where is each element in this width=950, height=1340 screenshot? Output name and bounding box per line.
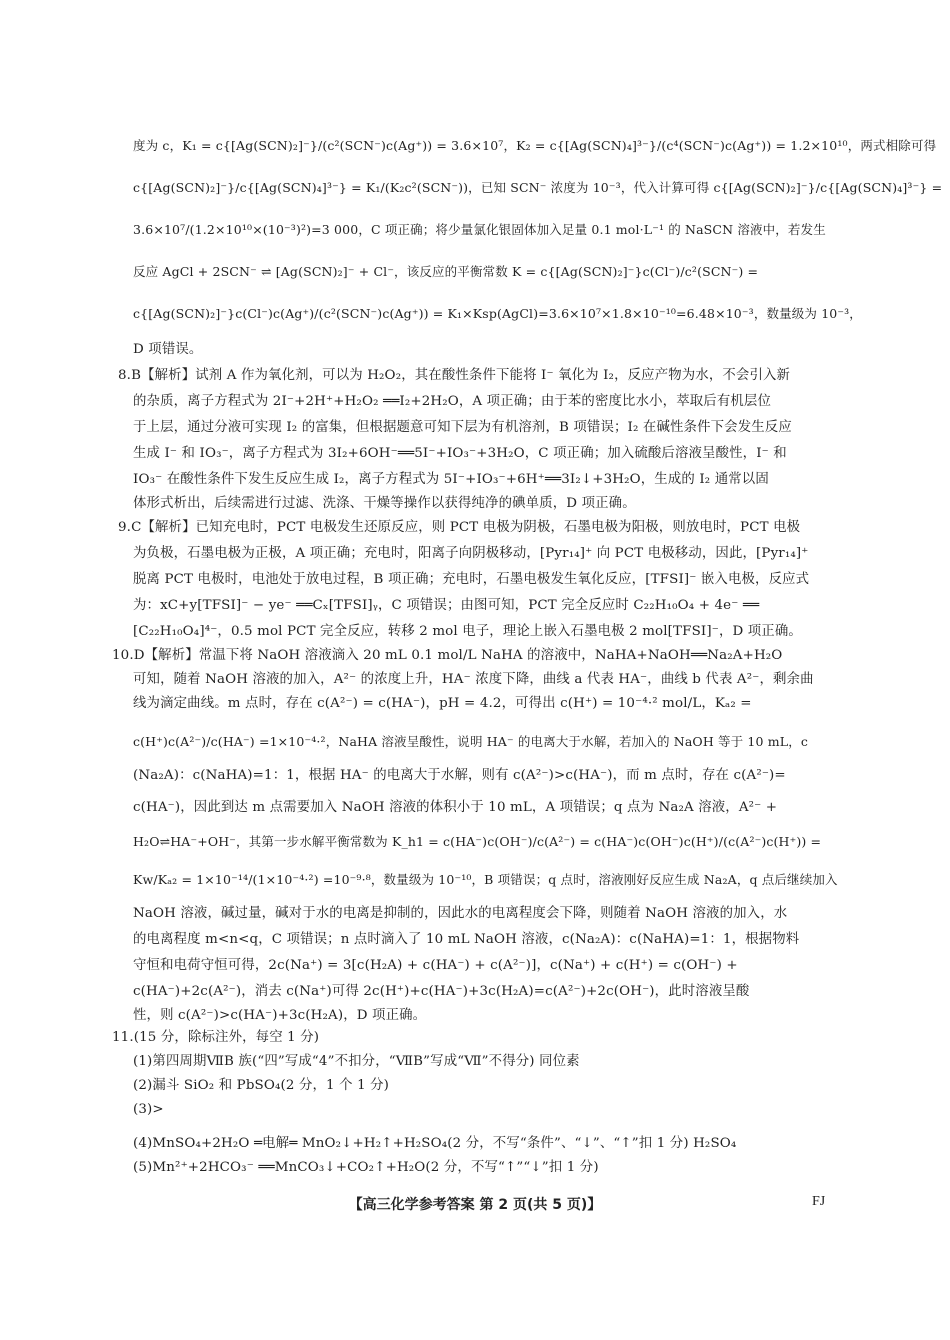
text-line: 生成 I⁻ 和 IO₃⁻，离子方程式为 3I₂+6OH⁻══5I⁻+IO₃⁻+3H₂O，C 项正确；加入硫酸后溶液呈酸性，I⁻ 和 — [133, 446, 787, 461]
question-9-line: 9.C【解析】已知充电时，PCT 电极发生还原反应，则 PCT 电极为阴极，石墨电极为阳极，则放电时，PCT 电极 — [118, 520, 801, 535]
text-line: 反应 AgCl + 2SCN⁻ ⇌ [Ag(SCN)₂]⁻ + Cl⁻，该反应的平衡常数 K = c{[Ag(SCN)₂]⁻}c(Cl⁻)/c²(SCN⁻) = — [133, 264, 759, 279]
question-8-line: 8.B【解析】试剂 A 作为氧化剂，可以为 H₂O₂，其在酸性条件下能将 I⁻ 氧化为 I₂，反应产物为水，不会引入新 — [118, 368, 791, 383]
text-line: 可知，随着 NaOH 溶液的加入，A²⁻ 的浓度上升，HA⁻ 浓度下降，曲线 a 代表 HA⁻，曲线 b 代表 A²⁻，剩余曲 — [133, 672, 814, 687]
question-10-line: 10.D【解析】常温下将 NaOH 溶液滴入 20 mL 0.1 mol/L NaHA 的溶液中，NaHA+NaOH══Na₂A+H₂O — [112, 648, 783, 663]
text-line: 体形式析出，后续需进行过滤、洗涤、干燥等操作以获得纯净的碘单质，D 项正确。 — [133, 496, 636, 511]
text-line: c{[Ag(SCN)₂]⁻}/c{[Ag(SCN)₄]³⁻} = K₁/(K₂c²(SCN⁻))，已知 SCN⁻ 浓度为 10⁻³，代入计算可得 c{[Ag(SCN)₂]⁻}/c{[Ag(SCN)₄]³⁻} = — [133, 180, 943, 195]
text-line: 守恒和电荷守恒可得，2c(Na⁺) = 3[c(H₂A) + c(HA⁻) + c(A²⁻)]，c(Na⁺) + c(H⁺) = c(OH⁻) + — [133, 958, 738, 973]
text-line: H₂O⇌HA⁻+OH⁻，其第一步水解平衡常数为 K_h1 = c(HA⁻)c(OH⁻)/c(A²⁻) = c(HA⁻)c(OH⁻)c(H⁺)/(c(A²⁻)c(H⁺)) = — [133, 834, 822, 849]
text-line: NaOH 溶液，碱过量，碱对于水的电离是抑制的，因此水的电离程度会下降，则随着 NaOH 溶液的加入，水 — [133, 906, 788, 921]
text-line: [C₂₂H₁₀O₄]⁴⁻，0.5 mol PCT 完全反应，转移 2 mol 电子，理论上嵌入石墨电极 2 mol[TFSI]⁻，D 项正确。 — [133, 624, 802, 639]
text-line: 线为滴定曲线。m 点时，存在 c(A²⁻) = c(HA⁻)，pH = 4.2，可得出 c(H⁺) = 10⁻⁴·² mol/L，Kₐ₂ = — [133, 696, 752, 711]
text-line: c{[Ag(SCN)₂]⁻}c(Cl⁻)c(Ag⁺)/(c²(SCN⁻)c(Ag⁺)) = K₁×Ksp(AgCl)=3.6×10⁷×1.8×10⁻¹⁰=6.48×10⁻³，数量级为 10⁻³， — [133, 306, 862, 321]
answer-line: (4)MnSO₄+2H₂O ═电解═ MnO₂↓+H₂↑+H₂SO₄(2 分，不写“条件”、“↓”、“↑”扣 1 分) H₂SO₄ — [133, 1136, 737, 1151]
text-line: 的电离程度 m<n<q，C 项错误；n 点时滴入了 10 mL NaOH 溶液，c(Na₂A)：c(NaHA)=1：1，根据物料 — [133, 932, 800, 947]
text-line: D 项错误。 — [133, 342, 203, 357]
text-line: 为负极，石墨电极为正极，A 项正确；充电时，阳离子向阴极移动，[Pyr₁₄]⁺ 向 PCT 电极移动，因此，[Pyr₁₄]⁺ — [133, 546, 809, 561]
text-line: 的杂质，离子方程式为 2I⁻+2H⁺+H₂O₂ ══I₂+2H₂O，A 项正确；由于苯的密度比水小，萃取后有机层位 — [133, 394, 772, 409]
answer-line: (5)Mn²⁺+2HCO₃⁻ ══MnCO₃↓+CO₂↑+H₂O(2 分，不写“↑”“↓”扣 1 分) — [133, 1160, 599, 1175]
text-line: c(HA⁻)+2c(A²⁻)，消去 c(Na⁺)可得 2c(H⁺)+c(HA⁻)+3c(H₂A)=c(A²⁻)+2c(OH⁻)，此时溶液呈酸 — [133, 984, 750, 999]
answer-line: (1)第四周期ⅦB 族(“四”写成“4”不扣分，“ⅦB”写成“Ⅶ”不得分) 同位素 — [133, 1054, 580, 1069]
text-line: 脱离 PCT 电极时，电池处于放电过程，B 项正确；充电时，石墨电极发生氧化反应，[TFSI]⁻ 嵌入电极，反应式 — [133, 572, 810, 587]
answer-line: (2)漏斗 SiO₂ 和 PbSO₄(2 分，1 个 1 分) — [133, 1078, 390, 1093]
text-line: 度为 c，K₁ = c{[Ag(SCN)₂]⁻}/(c²(SCN⁻)c(Ag⁺)) = 3.6×10⁷，K₂ = c{[Ag(SCN)₄]³⁻}/(c⁴(SCN⁻)c(Ag⁺)) = 1.2×10¹⁰，两式相除可得 — [133, 138, 937, 153]
text-line: 于上层，通过分液可实现 I₂ 的富集，但根据题意可知下层为有机溶剂，B 项错误；I₂ 在碱性条件下会发生反应 — [133, 420, 792, 435]
text-line: 为：xC+y[TFSI]⁻ − ye⁻ ══Cₓ[TFSI]ᵧ，C 项错误；由图可知，PCT 完全反应时 C₂₂H₁₀O₄ + 4e⁻ ══ — [133, 598, 760, 613]
text-line: (Na₂A)：c(NaHA)=1：1，根据 HA⁻ 的电离大于水解，则有 c(A²⁻)>c(HA⁻)，而 m 点时，存在 c(A²⁻)= — [133, 768, 786, 783]
text-line: Kw/Kₐ₂ = 1×10⁻¹⁴/(1×10⁻⁴·²) =10⁻⁹·⁸，数量级为 10⁻¹⁰，B 项错误；q 点时，溶液刚好反应生成 Na₂A，q 点后继续加入 — [133, 872, 838, 887]
answer-line: (3)> — [133, 1102, 164, 1117]
text-line: 性，则 c(A²⁻)>c(HA⁻)+3c(H₂A)，D 项正确。 — [133, 1008, 427, 1023]
text-line: 3.6×10⁷/(1.2×10¹⁰×(10⁻³)²)=3 000，C 项正确；将少量氯化银固体加入足量 0.1 mol·L⁻¹ 的 NaSCN 溶液中，若发生 — [133, 222, 826, 237]
footer-code: FJ — [812, 1194, 826, 1209]
page-footer: 【高三化学参考答案 第 2 页(共 5 页)】 — [348, 1197, 602, 1213]
text-line: c(H⁺)c(A²⁻)/c(HA⁻) =1×10⁻⁴·²，NaHA 溶液呈酸性，说明 HA⁻ 的电离大于水解，若加入的 NaOH 等于 10 mL，c — [133, 734, 809, 749]
text-line: IO₃⁻ 在酸性条件下发生反应生成 I₂，离子方程式为 5I⁻+IO₃⁻+6H⁺══3I₂↓+3H₂O，生成的 I₂ 通常以固 — [133, 472, 769, 487]
text-line: c(HA⁻)，因此到达 m 点需要加入 NaOH 溶液的体积小于 10 mL，A 项错误；q 点为 Na₂A 溶液，A²⁻ + — [133, 800, 778, 815]
question-11-heading: 11.(15 分，除标注外，每空 1 分) — [112, 1030, 320, 1045]
